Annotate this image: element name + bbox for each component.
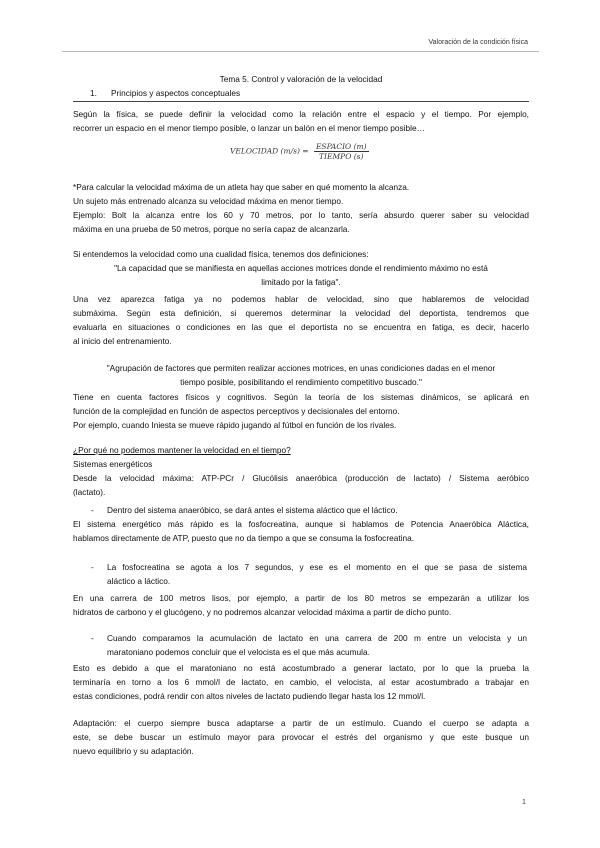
paragraph-line: En una carrera de 100 metros lisos, por ejemplo, a partir de los 80 metros se empezarán a utilizar los [73, 593, 529, 603]
paragraph-line: nuevo equilibrio y su adaptación. [73, 746, 194, 756]
paragraph-line: Un sujeto más entrenado alcanza su velocidad máxima en menor tiempo. [73, 196, 344, 206]
paragraph-line: Adaptación: el cuerpo siempre busca adaptarse a partir de un estímulo. Cuando el cuerpo se adapta a [73, 718, 529, 728]
bullet-dash: - [91, 562, 94, 572]
formula-lhs: VELOCIDAD (m/s) = [230, 146, 309, 156]
quote-line: tiempo posible, posibilitando el rendimiento competitivo buscado." [180, 377, 422, 387]
header-rule [62, 51, 539, 52]
question-heading: ¿Por qué no podemos mantener la velocidad en el tiempo? [73, 445, 291, 455]
bullet-dash: - [91, 505, 94, 515]
subheading: Sistemas energéticos [73, 459, 153, 469]
paragraph-line: recorrer un espacio en el menor tiempo posible, o lanzar un balón en el menor tiempo posible… [73, 123, 425, 133]
paragraph-line: al inicio del entrenamiento. [73, 336, 172, 346]
quote-line: "Agrupación de factores que permiten realizar acciones motrices, en unas condiciones dadas en el menor [106, 363, 496, 373]
paragraph-line: Tiene en cuenta factores físicos y cognitivos. Según la teoría de los sistemas dinámicos, se aplicará en [73, 392, 529, 402]
paragraph-line: (lactato). [73, 487, 106, 497]
formula-fraction [314, 142, 369, 161]
paragraph-line: Una vez aparezca fatiga ya no podemos hablar de velocidad, sino que hablaremos de velocidad [73, 294, 529, 304]
bullet-text: Dentro del sistema anaeróbico, se dará antes el sistema aláctico que el láctico. [107, 505, 398, 515]
paragraph-line: función de la complejidad en función de aspectos perceptivos y decisionales del entorno. [73, 406, 400, 416]
paragraph-line: Ejemplo: Bolt la alcanza entre los 60 y 70 metros, por lo tanto, sería absurdo querer saber su velocidad [73, 210, 529, 220]
velocity-formula [230, 142, 369, 161]
paragraph-line: Si entendemos la velocidad como una cualidad física, tenemos dos definiciones: [73, 249, 369, 259]
paragraph-line: Según la física, se puede definir la velocidad como la relación entre el espacio y el tiempo. Por ejemplo, [73, 109, 529, 119]
paragraph-line: Esto es debido a que el maratoniano no está acostumbrado a generar lactato, por lo que la prueba la [73, 663, 529, 673]
paragraph-line: este, se debe buscar un estímulo mayor para provocar el estrés del organismo y que este busque un [73, 732, 529, 742]
quote-line: "La capacidad que se manifiesta en aquellas acciones motrices donde el rendimiento máximo no está [114, 263, 488, 273]
bullet-text: La fosfocreatina se agota a los 7 segundos, y ese es el momento en el que se pasa de sistema [107, 562, 527, 572]
bullet-text: Cuando comparamos la acumulación de lactato en una carrera de 200 m entre un velocista y un [107, 633, 527, 643]
quote-line: limitado por la fatiga". [261, 277, 341, 287]
running-header: Valoración de la condición física [428, 39, 528, 46]
document-title: Tema 5. Control y valoración de la velocidad [219, 74, 383, 84]
section-number: 1. [90, 88, 97, 98]
paragraph-line: hidratos de carbono y el glucógeno, y no podremos alcanzar velocidad máxima a partir de dicho punto. [73, 607, 452, 617]
formula-denominator: TIEMPO (s) [319, 152, 364, 161]
section-heading: Principios y aspectos conceptuales [111, 88, 241, 98]
paragraph-line: evaluarla en situaciones o condiciones en las que el deportista no se encuentra en fatiga, es decir, hacerlo [73, 322, 529, 332]
paragraph-line: terminaría en torno a los 6 mmol/l de lactato, en cambio, el velocista, al estar acostumbrado a trabajar en [73, 677, 529, 687]
formula-numerator: ESPACIO (m) [315, 142, 367, 151]
bullet-text: maratoniano podemos concluir que el velocista es el que más acumula. [107, 647, 370, 657]
page-number: 1 [522, 799, 526, 806]
paragraph-line: Desde la velocidad máxima: ATP-PCr / Glucólisis anaeróbica (producción de lactato) / Sistema aeróbico [73, 473, 529, 483]
bullet-dash: - [91, 633, 94, 643]
paragraph-line: *Para calcular la velocidad máxima de un atleta hay que saber en qué momento la alcanza. [73, 182, 410, 192]
paragraph-line: submáxima. Según esta definición, si queremos determinar la velocidad del deportista, tendremos que [73, 308, 529, 318]
section-rule [73, 101, 529, 102]
paragraph-line: El sistema energético más rápido es la fosfocreatina, aunque si hablamos de Potencia Anaeróbica Aláctica, [73, 519, 529, 529]
paragraph-line: Por ejemplo, cuando Iniesta se mueve rápido jugando al fútbol en función de los rivales. [73, 420, 397, 430]
bullet-text: aláctico a láctico. [107, 576, 171, 586]
paragraph-line: hablamos directamente de ATP, puesto que no da tiempo a que se consuma la fosfocreatina. [73, 533, 415, 543]
paragraph-line: estas condiciones, podrá rendir con altos niveles de lactato pudiendo llegar hasta los 12 mmol/l. [73, 691, 426, 701]
paragraph-line: máxima en una prueba de 50 metros, porque no sería capaz de alcanzarla. [73, 224, 350, 234]
